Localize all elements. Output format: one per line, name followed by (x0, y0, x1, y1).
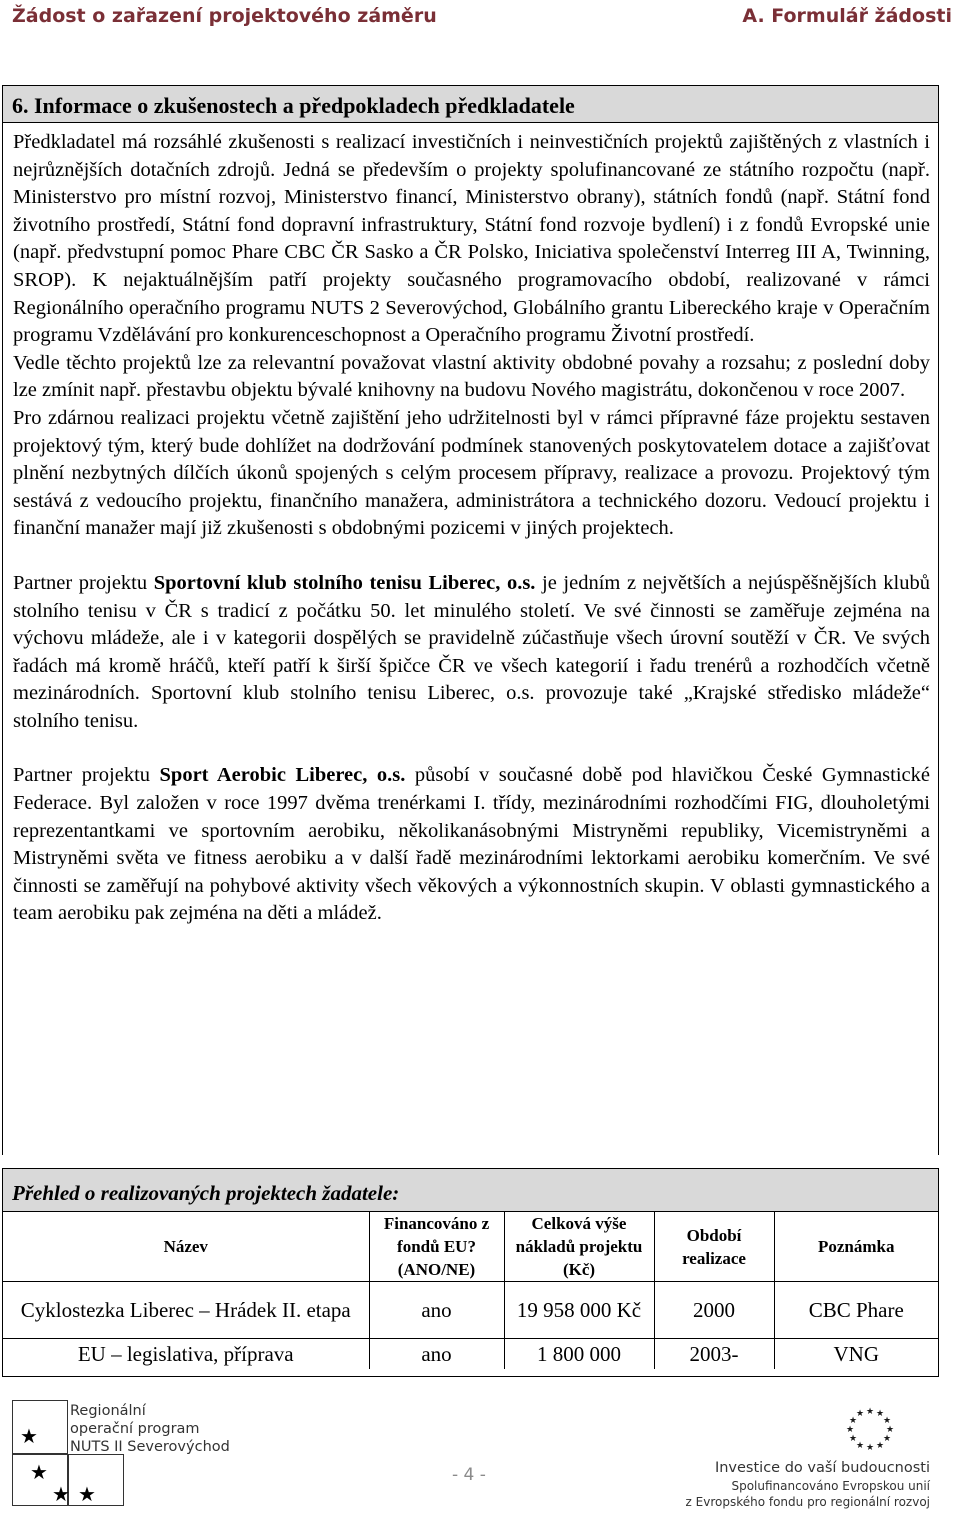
eu-cofinanced: Spolufinancováno Evropskou unií (731, 1479, 930, 1493)
svg-text:★: ★ (882, 1434, 892, 1444)
star-icon: ★ (20, 1424, 38, 1448)
cell-total-costs: 19 958 000 Kč (504, 1282, 654, 1339)
partner-text-post: je jedním z největších a nejúspěšnějších klubů stolního tenisu v ČR s tradicí z počátku 50. let minulého století. Ve své činnosti se zaměřuje zejména na výchovu mládeže, ale i v kategorii dospělých se pravidelně zúčastňuje všech úrovní soutěží v ČR. Ve svých řadách má kromě hráčů, kteří patří k širší špičce ČR ve všech kategorií i řadu trenérů a rozhodčích včetně mezinárodních. Sportovní klub stolního tenisu Liberec, o.s. provozuje také „Krajské středisko mládeže“ stolního tenisu. (13, 571, 930, 732)
paragraph-partner-table-tennis (13, 570, 930, 736)
paragraph-experience: Předkladatel má rozsáhlé zkušenosti s realizací investičních i neinvestičních projektů zajištěných z vlastních i nejrůznějších dotačních zdrojů. Jedná se především o projekty spolufinancované ze státního rozpočtu (např. Ministerstvo pro místní rozvoj, Ministerstvo financí, Ministerstvo obrany), státních fondů (např. Státní fond životního prostředí, Státní fond dopravní infrastruktury, Státní fond rozvoje bydlení) i z fondů Evropské unie (např. předvstupní pomoc Phare CBC ČR Sasko a ČR Polsko, Iniciativa společenství Interreg III A, Twinning, SROP). K nejaktuálnějším patří projekty současného programovacího období, realizované v rámci Regionálního operačního programu NUTS 2 Severovýchod, Globálního grantu Libereckého kraje v Operačním programu Vzdělávání pro konkurenceschopnost a Operačního programu Životní prostředí. (13, 131, 930, 347)
section-6-content (3, 123, 938, 928)
svg-text:★: ★ (875, 1441, 885, 1451)
svg-text:★: ★ (882, 1416, 892, 1426)
partner-name-aerobic: Sport Aerobic Liberec, o.s. (159, 764, 406, 787)
logo-line: Regionální (70, 1403, 146, 1419)
cell-eu-funded: ano (369, 1282, 504, 1339)
svg-text:★: ★ (855, 1441, 865, 1451)
paragraph-own-activities: Vedle těchto projektů lze za relevantní považovat vlastní aktivity obdobné povahy a rozsahu; z poslední doby lze zmínit např. přestavbu objektu bývalé knihovny na budovu Nového magistrátu, dokončenou v roce 2007. (13, 351, 930, 402)
svg-text:★: ★ (848, 1416, 858, 1426)
cell-name: EU – legislativa, příprava (3, 1339, 369, 1370)
eu-stars-icon (840, 1402, 900, 1458)
partner-text-pre: Partner projektu (13, 571, 154, 594)
column-header-period: Období realizace (654, 1212, 774, 1282)
svg-text:★: ★ (875, 1409, 885, 1419)
svg-text:★: ★ (855, 1409, 865, 1419)
svg-text:★: ★ (885, 1425, 895, 1435)
star-icon: ★ (78, 1482, 96, 1506)
logo-line: operační program (70, 1421, 200, 1437)
svg-text:★: ★ (845, 1425, 855, 1435)
page-footer (0, 1390, 960, 1516)
partner-name-table-tennis: Sportovní klub stolního tenisu Liberec, o.s. (153, 571, 536, 594)
logo-line: NUTS II Severovýchod (70, 1439, 230, 1455)
column-header-eu-funded: Financováno z fondů EU? (ANO/NE) (369, 1212, 504, 1282)
cell-period: 2003- (654, 1339, 774, 1370)
table-row (3, 1282, 938, 1339)
svg-text:★: ★ (848, 1434, 858, 1444)
column-header-name: Název (3, 1212, 369, 1282)
svg-text:★: ★ (865, 1407, 875, 1417)
svg-text:★: ★ (865, 1443, 875, 1453)
eu-slogan: Investice do vaší budoucnosti (714, 1460, 930, 1476)
paragraph-partner-aerobic (13, 762, 930, 928)
projects-overview-box (2, 1168, 939, 1377)
partner-text-post: působí v současné době pod hlavičkou České Gymnastické Federace. Byl založen v roce 1997 dvěma trenérkami I. třídy, mezinárodními rozhodčími FIG, dlouholetými reprezentantkami ve sportovním aerobiku, několikanásobnými Mistryněmi republiky, Vicemistryněmi a Mistryněmi světa ve fitness aerobiku a v další řadě mezinárodními lektorkami aerobiku komerčním. Ve své činnosti se zaměřují na pohybové aktivity všech věkových a výkonnostních skupin. V oblasti gymnastického a team aerobiku pak zejména na děti a mládež. (13, 764, 930, 925)
cell-eu-funded: ano (369, 1339, 504, 1370)
table-header-row (3, 1212, 938, 1282)
star-icon: ★ (30, 1460, 48, 1484)
star-icon: ★ (52, 1482, 70, 1506)
form-label: A. Formulář žádosti (742, 5, 952, 27)
section-6-box (2, 85, 939, 1155)
cell-period: 2000 (654, 1282, 774, 1339)
cell-name: Cyklostezka Liberec – Hrádek II. etapa (3, 1282, 369, 1339)
column-header-note: Poznámka (774, 1212, 938, 1282)
cell-total-costs: 1 800 000 (504, 1339, 654, 1370)
projects-table (3, 1212, 938, 1369)
page-number: - 4 - (452, 1465, 486, 1485)
eu-fund-name: z Evropského fondu pro regionální rozvoj (685, 1495, 930, 1509)
section-6-title: 6. Informace o zkušenostech a předpokladech předkladatele (3, 86, 938, 123)
projects-overview-title: Přehled o realizovaných projektech žadatele: (3, 1169, 938, 1212)
table-row (3, 1339, 938, 1370)
cell-note: CBC Phare (774, 1282, 938, 1339)
partner-text-pre: Partner projektu (13, 764, 160, 787)
logo-square (68, 1454, 124, 1506)
column-header-total-costs: Celková výše nákladů projektu (Kč) (504, 1212, 654, 1282)
paragraph-project-team: Pro zdárnou realizaci projektu včetně zajištění jeho udržitelnosti byl v rámci přípravné fáze projektu sestaven projektový tým, který bude dohlížet na dodržování podmínek stanovených poskytovatelem dotace a zajišťovat plnění nezbytných dílčích úkonů spojených s celým procesem přípravy, realizace a provozu. Projektový tým sestává z vedoucího projektu, finančního manažera, administrátora a technického dozoru. Vedoucí projektu i finanční manažer mají již zkušenosti s obdobnými pozicemi v jiných projektech. (13, 406, 930, 540)
document-title: Žádost o zařazení projektového záměru (12, 5, 437, 27)
document-header (0, 0, 960, 34)
cell-note: VNG (774, 1339, 938, 1370)
eu-funding-text (686, 1458, 930, 1510)
rop-logo-text (70, 1402, 230, 1456)
